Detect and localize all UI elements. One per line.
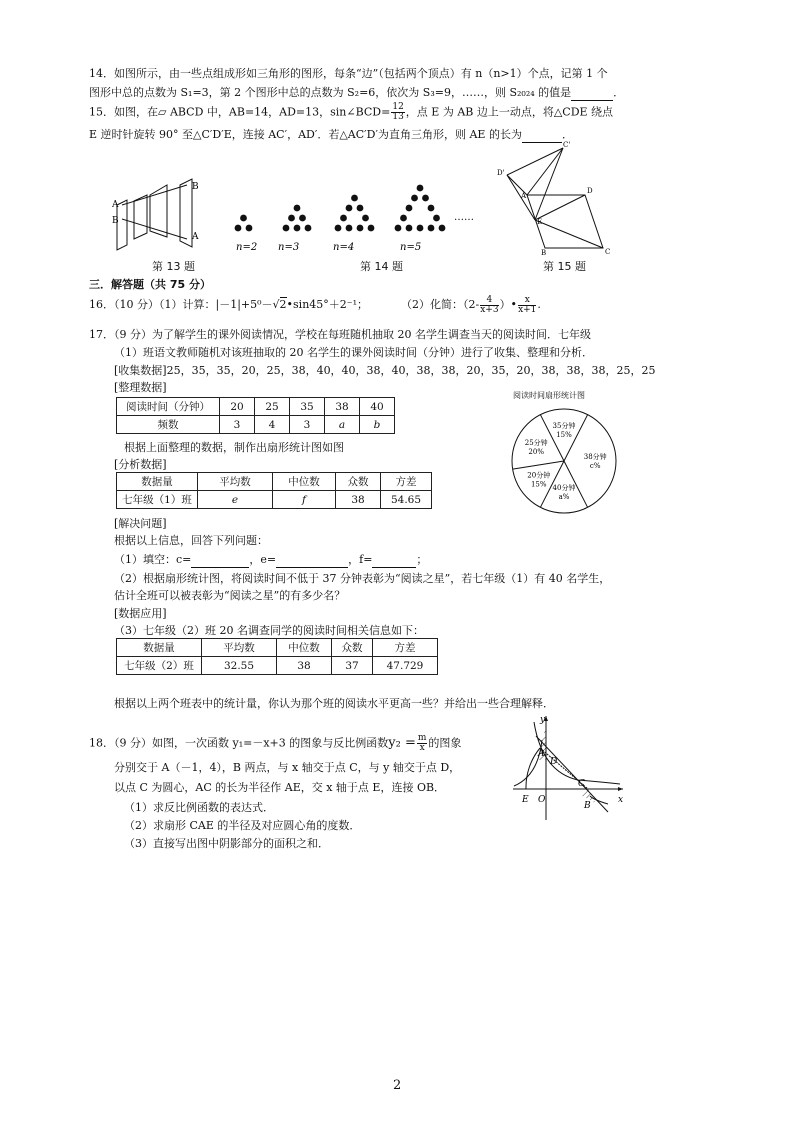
triangle-dot: [357, 205, 364, 212]
q18-fraction: $\frac{m}{x}$: [417, 733, 427, 753]
fig15-label-c1: C': [563, 141, 571, 149]
triangle-dot: [417, 185, 424, 192]
table-row: [117, 398, 395, 416]
answer-blank-f[interactable]: [372, 552, 416, 568]
table-cell: 频数: [117, 416, 220, 434]
triangle-dot: [357, 225, 364, 232]
q17-collect: [收集数据]25，35，35，20，25，38，40，40，38，40，38，38，20，35，20，38，38，38，25，25: [114, 364, 656, 377]
caption-14: 第 14 题: [360, 260, 403, 273]
figure-14: [228, 180, 488, 255]
table-cell: 众数: [332, 639, 373, 657]
pie-slice-label: 20分钟: [527, 471, 551, 480]
q18-line1b: 的图象: [428, 736, 462, 750]
q17-analyze: [分析数据]: [114, 458, 167, 471]
fig15-label-d1: D': [497, 169, 505, 177]
fig15-label-a: A: [521, 192, 527, 200]
graph-label-b: B: [584, 801, 591, 811]
n-label-2: n=2: [236, 242, 258, 253]
table-cell: 七年级（2）班: [117, 657, 202, 675]
graph-label-y: y: [540, 715, 546, 725]
q14-line1: 14．如图所示，由一些点组成形如三角形的图形，每条“边”（包括两个顶点）有 n（n>1）个点，记第 1 个: [89, 67, 608, 80]
q15-line2: E 逆时针旋转 90° 至△C′D′E，连接 AC′，AD′．若△AC′D′为直角三角形，则 AE 的长为 ．: [89, 128, 573, 141]
frequency-table: [116, 397, 395, 434]
fig13-letter-b1: B: [112, 216, 119, 226]
graph-label-c: C: [578, 779, 585, 789]
pie-slice-value: 20%: [528, 447, 544, 456]
q17-organize: [整理数据]: [114, 381, 167, 394]
triangle-dot: [346, 205, 353, 212]
q17-line2: （1）班语文教师随机对该班抽取的 20 名学生的课外阅读时间（分钟）进行了收集、整理和分析．: [114, 346, 593, 359]
table-row: [117, 491, 432, 509]
triangle-dot: [305, 225, 312, 232]
q17-solve-intro: 根据以上信息，回答下列问题：: [114, 534, 268, 547]
stat-table-1: [116, 472, 432, 509]
q17-q3: （3）七年级（2）班 20 名调查同学的阅读时间相关信息如下：: [114, 624, 424, 637]
pie-slice-value: 15%: [556, 430, 572, 439]
pie-chart: [508, 405, 620, 517]
triangle-dot: [335, 225, 342, 232]
q17-fill-line: [114, 552, 427, 568]
table-cell: 25: [255, 398, 290, 416]
q16-part1b: •sin45°＋2⁻¹；: [286, 298, 368, 311]
table-cell: a: [325, 416, 360, 434]
answer-blank-e[interactable]: [276, 552, 348, 568]
triangle-dot: [406, 225, 413, 232]
triangle-dot: [406, 205, 413, 212]
caption-13: 第 13 题: [152, 260, 195, 273]
q14-answer-blank[interactable]: [571, 85, 613, 101]
n-label-4: n=4: [333, 242, 355, 253]
q16-part2b: ）•: [499, 298, 518, 311]
graph-label-d: D: [550, 757, 558, 767]
q17-q2a: （2）根据扇形统计图，将阅读时间不低于 37 分钟表彰为“阅读之星”，若七年级（1）有 40 名学生，: [114, 572, 611, 585]
table-cell: 方差: [373, 639, 438, 657]
q17-q1b: ，e=: [249, 553, 277, 566]
q16-frac1: $\frac{4}{x+3}$: [480, 294, 499, 315]
graph-label-e: E: [522, 795, 529, 805]
triangle-dot: [288, 215, 295, 222]
table-cell: 38: [336, 491, 381, 509]
q16-part2: （2）化简：（2-: [401, 298, 480, 311]
table-cell: 数据量: [117, 473, 198, 491]
table-cell: 众数: [336, 473, 381, 491]
page-number: 2: [393, 1078, 402, 1093]
q16-sqrt: 2: [279, 298, 287, 311]
q15-line1: [89, 103, 613, 122]
section-3-heading: 三．解答题（共 75 分）: [89, 278, 211, 291]
triangle-dot: [400, 215, 407, 222]
pie-slice-label: 35分钟: [552, 421, 576, 430]
q18-line1a: 18．（9 分）如图，一次函数 y₁=－x+3 的图象与反比例函数: [89, 736, 389, 750]
fig13-letter-b2: B: [192, 182, 199, 192]
table-cell: 20: [220, 398, 255, 416]
q14-line2: 图形中总的点数为 S₁=3，第 2 个图形中总的点数为 S₂=6，依次为 S₃=9，……，则 S₂₀₂₄ 的值是 ．: [89, 86, 625, 99]
q18-y2: y₂ =: [388, 735, 416, 751]
triangle-dot: [294, 205, 301, 212]
triangle-dot: [417, 225, 424, 232]
pie-chart-title: 阅读时间扇形统计图: [513, 391, 585, 400]
triangle-dot: [428, 225, 435, 232]
triangle-dot: [368, 225, 375, 232]
pie-slice-label: 38分钟: [583, 453, 607, 461]
table-cell: e: [198, 491, 273, 509]
triangle-dot: [395, 225, 402, 232]
triangle-dot: [240, 215, 247, 222]
table-cell: 阅读时间（分钟）: [117, 398, 220, 416]
table-cell: 中位数: [277, 639, 332, 657]
caption-15: 第 15 题: [543, 260, 586, 273]
pie-slice-label: 40分钟: [552, 484, 576, 493]
q16-frac2: $\frac{x}{x+1}$: [518, 294, 537, 315]
q18-p1: （1）求反比例函数的表达式．: [124, 801, 274, 814]
q17-q1d: ；: [416, 553, 428, 566]
stat-table-2: [116, 638, 438, 675]
pie-slice-value: a%: [558, 493, 570, 502]
table-cell: f: [273, 491, 336, 509]
q16: [89, 294, 541, 316]
q17-apply: [数据应用]: [114, 607, 167, 620]
triangle-dot: [283, 225, 290, 232]
table-cell: 38: [277, 657, 332, 675]
table-cell: 中位数: [273, 473, 336, 491]
q17-q1c: ，f=: [348, 553, 373, 566]
graph-label-x: x: [618, 795, 624, 805]
table-cell: 4: [255, 416, 290, 434]
ellipsis: ……: [454, 212, 474, 223]
table-cell: 3: [220, 416, 255, 434]
q17-q1a: （1）填空：c=: [114, 553, 192, 566]
table-cell: 七年级（1）班: [117, 491, 198, 509]
triangle-dot: [299, 215, 306, 222]
pie-slice-value: c%: [589, 462, 601, 470]
fig15-label-d: D: [587, 187, 593, 195]
figure-13: [112, 175, 212, 253]
triangle-dot: [351, 195, 358, 202]
figure-15: [495, 140, 625, 255]
triangle-dot: [362, 215, 369, 222]
table-cell: 方差: [381, 473, 432, 491]
q17-solve: [解决问题]: [114, 517, 167, 530]
triangle-dot: [235, 225, 242, 232]
fig15-label-c: C: [605, 248, 611, 255]
table-cell: 37: [332, 657, 373, 675]
graph-label-a: A: [538, 749, 545, 759]
triangle-dot: [340, 215, 347, 222]
triangle-dot: [246, 225, 253, 232]
q18-p2: （2）求扇形 CAE 的半径及对应圆心角的度数．: [124, 819, 361, 832]
graph-label-o: O: [538, 795, 546, 805]
q16-end: .: [537, 298, 541, 311]
pie-slice-value: 15%: [530, 480, 547, 489]
table-cell: 32.55: [202, 657, 277, 675]
table-cell: 54.65: [381, 491, 432, 509]
triangle-dot: [422, 195, 429, 202]
q15-text-b: ，点 E 为 AB 边上一动点，将△CDE 绕点: [405, 105, 614, 119]
q18-p3: （3）直接写出图中阴影部分的面积之和．: [124, 837, 329, 850]
q15-fraction: $\frac{12}{13}$: [392, 102, 404, 122]
fig13-letter-a1: A: [112, 200, 119, 210]
q15-text-a: 15．如图，在▱ ABCD 中，AB=14，AD=13，sin∠BCD=: [89, 105, 391, 119]
sqrt-symbol: √: [272, 298, 280, 311]
q14-line2-text: 图形中总的点数为 S₁=3，第 2 个图形中总的点数为 S₂=6，依次为 S₃=9，……，则 S₂₀₂₄ 的值是: [89, 86, 572, 99]
pie-slice-label: 25分钟: [524, 438, 548, 447]
triangle-dot: [346, 225, 353, 232]
q18-line1: [89, 734, 461, 753]
table-row: [117, 657, 438, 675]
triangle-dot: [411, 195, 418, 202]
triangle-dot: [439, 225, 446, 232]
q18-graph: [508, 712, 628, 824]
triangle-dot: [294, 225, 301, 232]
q17-pie-note: 根据上面整理的数据，制作出扇形统计图如图: [124, 441, 344, 454]
table-cell: 38: [325, 398, 360, 416]
table-row: [117, 639, 438, 657]
triangle-dot: [428, 205, 435, 212]
answer-blank-c[interactable]: [191, 552, 249, 568]
fig15-label-e: E: [537, 218, 543, 226]
fig13-letter-a2: A: [192, 232, 199, 242]
table-row: [117, 473, 432, 491]
q17-final: 根据以上两个班表中的统计量，你认为那个班的阅读水平更高一些？并给出一些合理解释．: [114, 697, 554, 710]
table-cell: 平均数: [198, 473, 273, 491]
n-label-3: n=3: [278, 242, 300, 253]
table-cell: 平均数: [202, 639, 277, 657]
q17-line1: 17．（9 分）为了解学生的课外阅读情况，学校在每班随机抽取 20 名学生调查当天的阅读时间．七年级: [89, 328, 591, 341]
q18-line2: 分别交于 A（－1，4），B 两点，与 x 轴交于点 C，与 y 轴交于点 D，: [114, 761, 461, 774]
q16-part1: 16．（10 分）（1）计算：|－1|+5⁰－: [89, 298, 273, 311]
fig15-label-b: B: [541, 249, 547, 255]
table-cell: 40: [360, 398, 395, 416]
table-cell: 数据量: [117, 639, 202, 657]
q15-line2-text: E 逆时针旋转 90° 至△C′D′E，连接 AC′，AD′．若△AC′D′为直角三角形，则 AE 的长为: [89, 128, 522, 141]
q17-q2b: 估计全班可以被表彰为“阅读之星”的有多少名？: [114, 589, 346, 602]
triangle-dot: [433, 215, 440, 222]
q18-line3: 以点 C 为圆心，AC 的长为半径作 AE，交 x 轴于点 E，连接 OB．: [114, 781, 446, 794]
table-row: [117, 416, 395, 434]
n-label-5: n=5: [400, 242, 422, 253]
table-cell: b: [360, 416, 395, 434]
table-cell: 35: [290, 398, 325, 416]
table-cell: 47.729: [373, 657, 438, 675]
table-cell: 3: [290, 416, 325, 434]
